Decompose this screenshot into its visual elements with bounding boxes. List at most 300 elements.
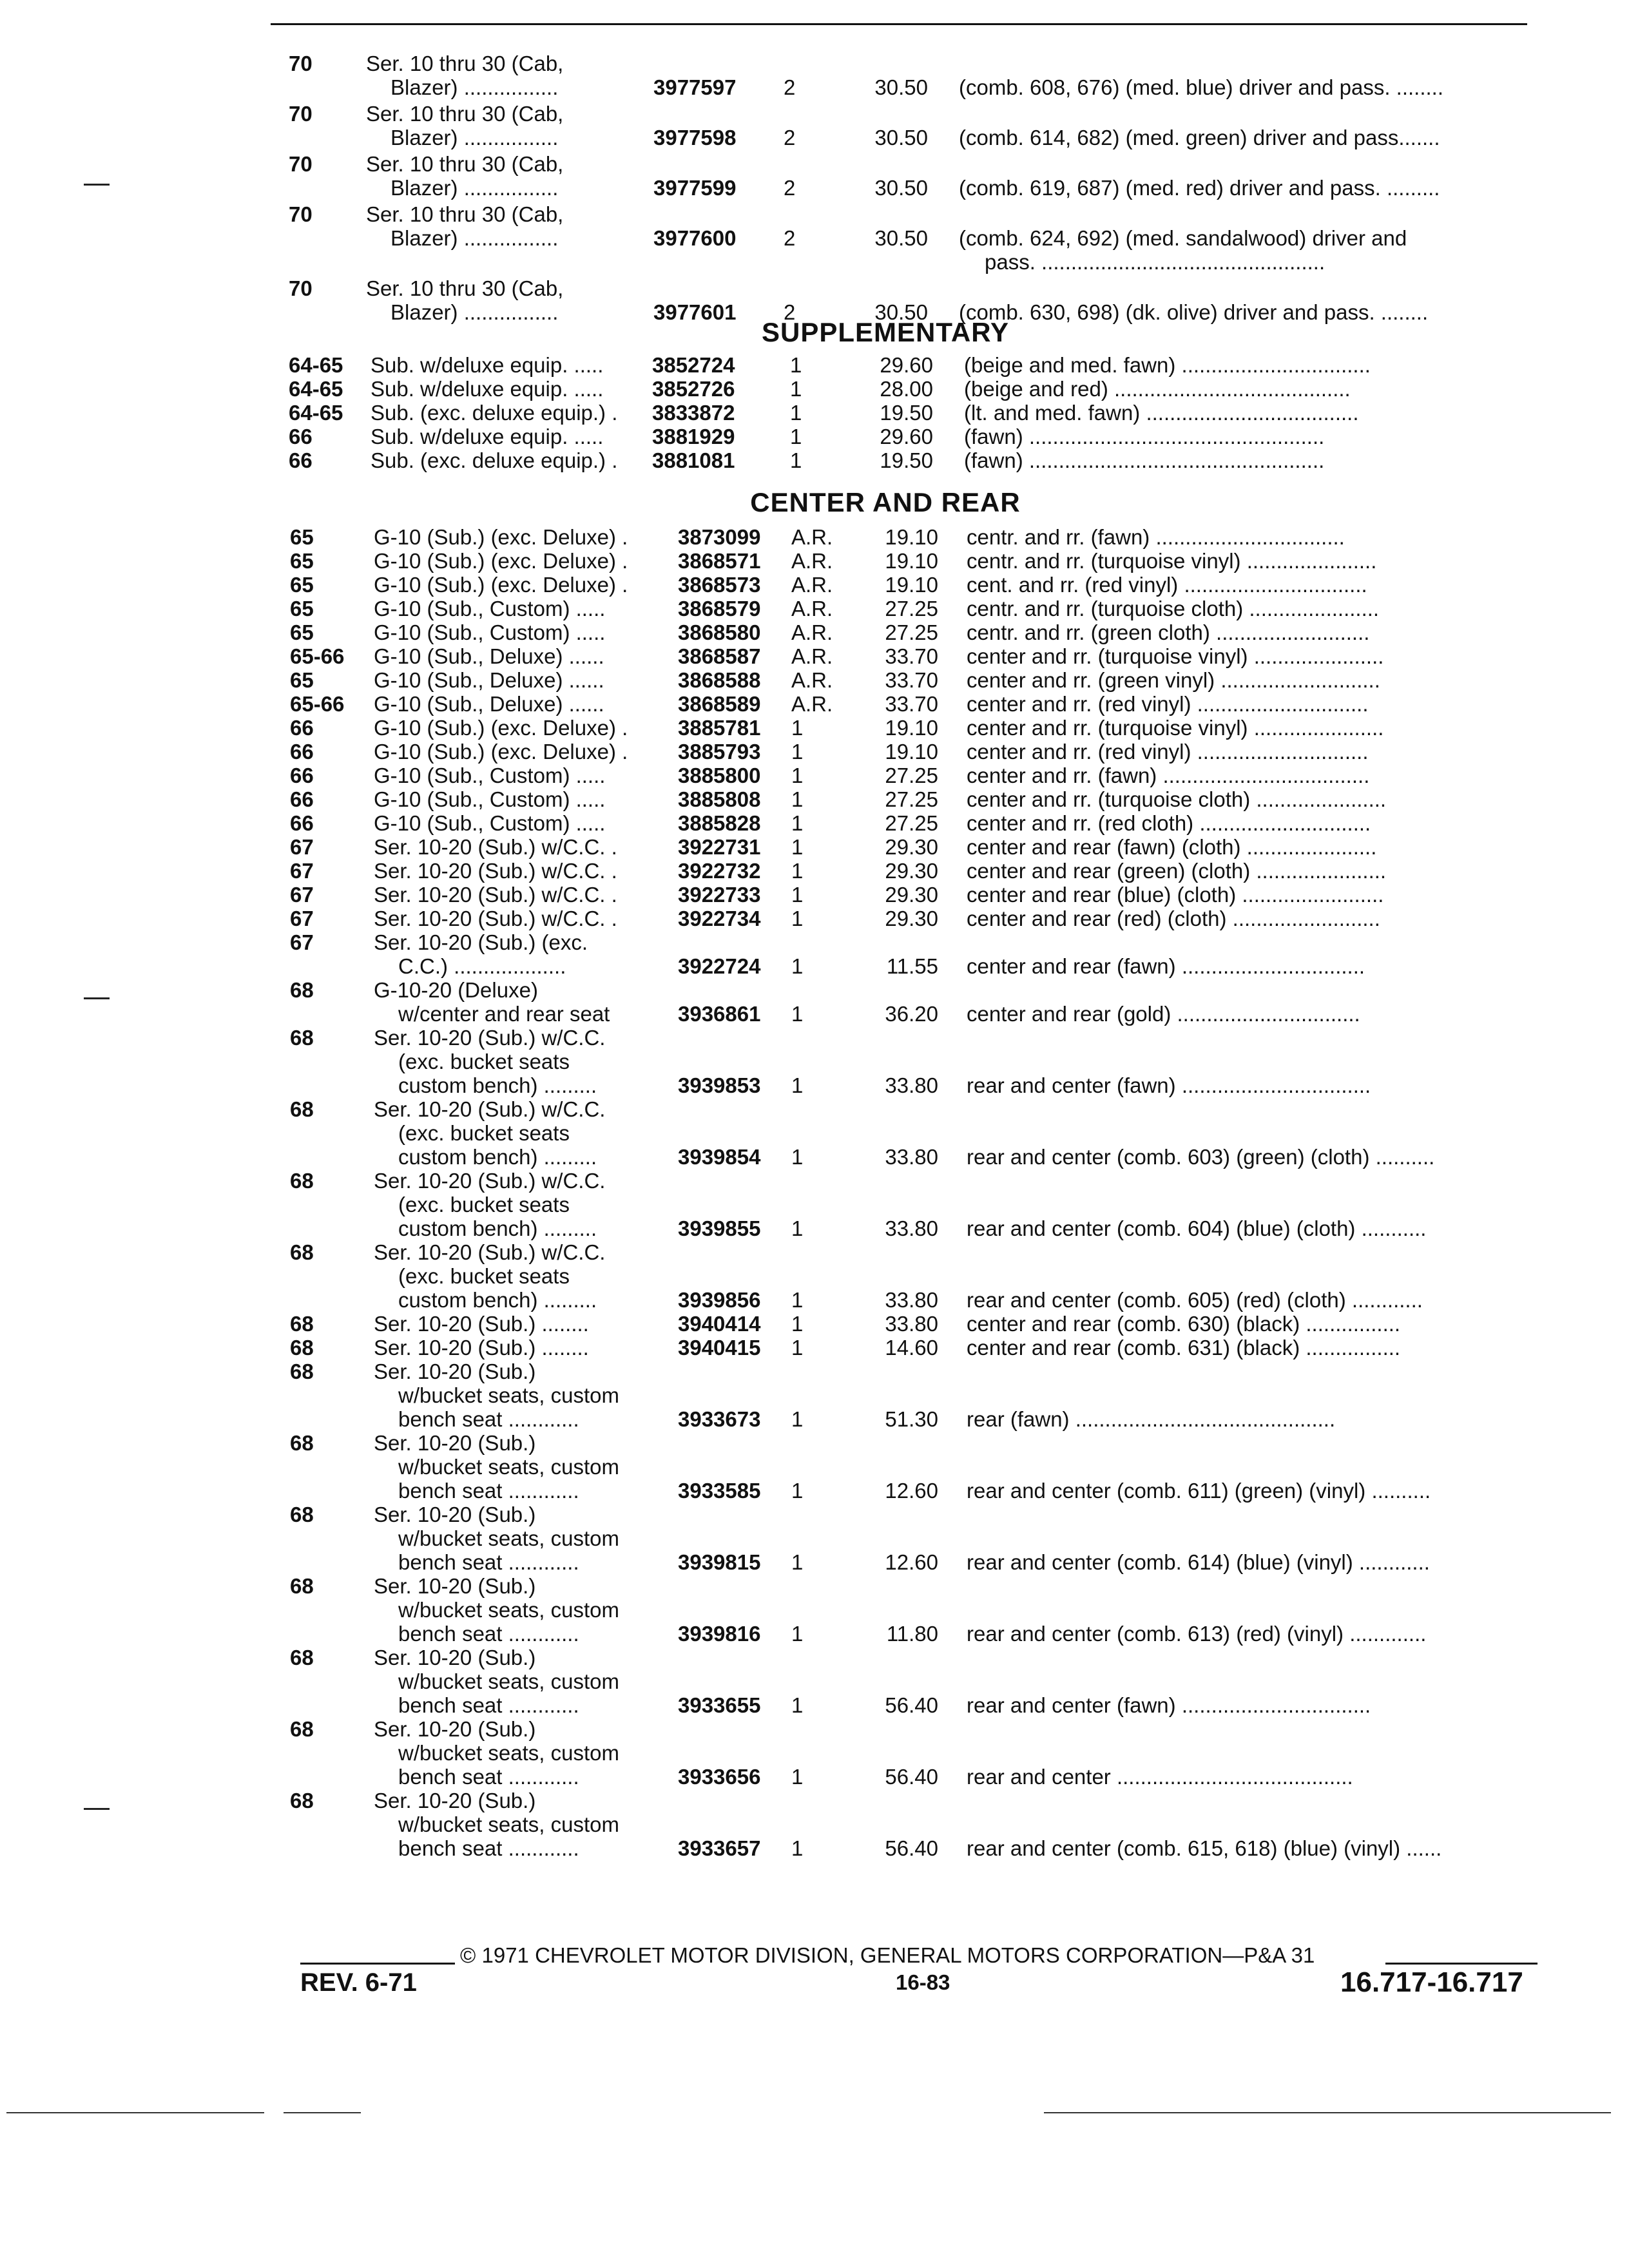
application-text: Ser. 10 thru 30 (Cab,: [366, 202, 564, 226]
part-number: 3939854: [678, 1145, 761, 1169]
part-description: (comb. 619, 687) (med. red) driver and pass. .........: [959, 176, 1440, 200]
table-row: [0, 597, 1629, 620]
table-row: [0, 692, 1629, 716]
footer-rule-right: [1385, 1963, 1537, 1965]
quantity: 2: [784, 300, 796, 324]
application-text: custom bench) .........: [398, 1288, 597, 1312]
model-year: 66: [290, 811, 314, 835]
table-row: [0, 1336, 1629, 1360]
part-number: 3922734: [678, 907, 761, 930]
quantity: 1: [791, 1407, 804, 1431]
application-text: bench seat ............: [398, 1479, 579, 1503]
table-row: [0, 52, 1629, 99]
application-text: Ser. 10-20 (Sub.) w/C.C.: [374, 1169, 606, 1193]
table-row: [0, 1312, 1629, 1336]
price: 30.50: [874, 126, 928, 149]
application-text: w/bucket seats, custom: [398, 1526, 619, 1550]
part-number: 3922724: [678, 954, 761, 978]
model-year: 67: [290, 907, 314, 930]
model-year: 64-65: [289, 353, 343, 377]
part-description: centr. and rr. (turquoise cloth) ......................: [967, 597, 1380, 620]
part-number: 3868588: [678, 668, 761, 692]
price: 19.10: [885, 740, 938, 764]
quantity: 1: [791, 811, 804, 835]
part-description: (comb. 608, 676) (med. blue) driver and pass. ........: [959, 75, 1444, 99]
price: 51.30: [885, 1407, 938, 1431]
quantity: 1: [791, 1312, 804, 1336]
table-row: [0, 1717, 1629, 1789]
table-row: [0, 716, 1629, 740]
part-description: rear and center (comb. 614) (blue) (vinyl) ............: [967, 1550, 1430, 1574]
part-description: rear and center (comb. 613) (red) (vinyl) .............: [967, 1622, 1427, 1646]
application-text: G-10 (Sub., Custom) .....: [374, 764, 606, 787]
price: 27.25: [885, 787, 938, 811]
model-year: 66: [290, 764, 314, 787]
table-row: [0, 425, 1629, 448]
quantity: 1: [791, 787, 804, 811]
quantity: A.R.: [791, 644, 833, 668]
table-row: [0, 448, 1629, 472]
part-description: centr. and rr. (fawn) ................................: [967, 525, 1345, 549]
model-year: 68: [290, 1717, 314, 1741]
top-rule: [271, 23, 1527, 25]
quantity: 1: [791, 1550, 804, 1574]
application-text: G-10 (Sub., Deluxe) ......: [374, 668, 604, 692]
table-row: [0, 644, 1629, 668]
table-row: [0, 907, 1629, 930]
table-row: [0, 811, 1629, 835]
model-year: 65-66: [290, 644, 345, 668]
model-year: 65: [290, 668, 314, 692]
model-year: 68: [290, 1336, 314, 1360]
price: 33.80: [885, 1312, 938, 1336]
price: 12.60: [885, 1479, 938, 1503]
application-text: w/center and rear seat: [398, 1002, 610, 1026]
price: 30.50: [874, 176, 928, 200]
model-year: 70: [289, 52, 313, 75]
model-year: 65: [290, 573, 314, 597]
application-text: G-10 (Sub., Custom) .....: [374, 597, 606, 620]
quantity: 1: [791, 1765, 804, 1789]
part-number: 3933657: [678, 1836, 761, 1860]
price: 19.10: [885, 716, 938, 740]
application-text: G-10 (Sub., Deluxe) ......: [374, 644, 604, 668]
quantity: 1: [791, 883, 804, 907]
price: 30.50: [874, 75, 928, 99]
quantity: A.R.: [791, 549, 833, 573]
part-number: 3977601: [653, 300, 737, 324]
quantity: 1: [790, 425, 802, 448]
quantity: 1: [791, 954, 804, 978]
part-number: 3922733: [678, 883, 761, 907]
application-text: (exc. bucket seats: [398, 1264, 570, 1288]
part-number: 3868587: [678, 644, 761, 668]
model-year: 68: [290, 1026, 314, 1050]
section-heading: SUPPLEMENTARY: [761, 317, 1010, 347]
application-text: Ser. 10-20 (Sub.) w/C.C.: [374, 1097, 606, 1121]
application-text: G-10 (Sub.) (exc. Deluxe) .: [374, 573, 628, 597]
model-year: 68: [290, 1097, 314, 1121]
application-text: Ser. 10-20 (Sub.): [374, 1717, 536, 1741]
part-number: 3868589: [678, 692, 761, 716]
application-text: (exc. bucket seats: [398, 1121, 570, 1145]
part-number: 3933673: [678, 1407, 761, 1431]
table-row: [0, 859, 1629, 883]
part-number: 3868580: [678, 620, 761, 644]
application-text: Ser. 10-20 (Sub.) w/C.C. .: [374, 859, 617, 883]
part-number: 3873099: [678, 525, 761, 549]
part-description: rear (fawn) ............................................: [967, 1407, 1336, 1431]
part-number: 3939855: [678, 1216, 761, 1240]
model-year: 70: [289, 276, 313, 300]
part-number: 3939856: [678, 1288, 761, 1312]
model-year: 70: [289, 202, 313, 226]
application-text: Ser. 10-20 (Sub.) w/C.C. .: [374, 835, 617, 859]
part-number: 3922732: [678, 859, 761, 883]
application-text: (exc. bucket seats: [398, 1050, 570, 1073]
table-row: [0, 1169, 1629, 1240]
table-row: [0, 401, 1629, 425]
price: 56.40: [885, 1693, 938, 1717]
part-description: (beige and red) ........................................: [964, 377, 1351, 401]
table-row: [0, 835, 1629, 859]
quantity: 1: [791, 1836, 804, 1860]
application-text: G-10 (Sub., Custom) .....: [374, 811, 606, 835]
part-description: cent. and rr. (red vinyl) ...............................: [967, 573, 1367, 597]
quantity: A.R.: [791, 573, 833, 597]
price: 29.30: [885, 907, 938, 930]
quantity: 1: [791, 764, 804, 787]
application-text: G-10 (Sub., Custom) .....: [374, 620, 606, 644]
part-number: 3922731: [678, 835, 761, 859]
table-row: [0, 1026, 1629, 1097]
model-year: 70: [289, 102, 313, 126]
price: 19.10: [885, 525, 938, 549]
part-description: rear and center ........................................: [967, 1765, 1353, 1789]
quantity: 1: [791, 1693, 804, 1717]
model-year: 65: [290, 549, 314, 573]
page-number: 16-83: [896, 1970, 950, 1994]
part-description: (beige and med. fawn) ................................: [964, 353, 1371, 377]
quantity: 1: [791, 1073, 804, 1097]
part-description: center and rear (red) (cloth) .........................: [967, 907, 1380, 930]
part-number: 3881929: [652, 425, 735, 448]
quantity: 1: [791, 1622, 804, 1646]
table-row: [0, 1431, 1629, 1503]
price: 12.60: [885, 1550, 938, 1574]
price: 27.25: [885, 597, 938, 620]
application-text: bench seat ............: [398, 1765, 579, 1789]
price: 19.50: [880, 448, 933, 472]
application-text: bench seat ............: [398, 1407, 579, 1431]
table-row: [0, 353, 1629, 377]
quantity: A.R.: [791, 525, 833, 549]
application-text: Ser. 10-20 (Sub.) ........: [374, 1312, 589, 1336]
price: 33.80: [885, 1145, 938, 1169]
part-number: 3885828: [678, 811, 761, 835]
application-text: G-10 (Sub.) (exc. Deluxe) .: [374, 740, 628, 764]
page-code: 16.717-16.717: [1340, 1966, 1523, 1998]
part-description: (comb. 630, 698) (dk. olive) driver and pass. ........: [959, 300, 1429, 324]
table-row: [0, 573, 1629, 597]
part-description: (fawn) ..................................................: [964, 425, 1325, 448]
table-row: [0, 152, 1629, 200]
part-number: 3940415: [678, 1336, 761, 1360]
application-text: bench seat ............: [398, 1836, 579, 1860]
table-row: [0, 525, 1629, 549]
model-year: 65: [290, 525, 314, 549]
part-description: center and rr. (green vinyl) ...........................: [967, 668, 1380, 692]
model-year: 67: [290, 859, 314, 883]
application-text: w/bucket seats, custom: [398, 1383, 619, 1407]
quantity: 1: [790, 377, 802, 401]
part-description: center and rr. (fawn) ...................................: [967, 764, 1370, 787]
model-year: 65: [290, 597, 314, 620]
part-number: 3852724: [652, 353, 735, 377]
quantity: 1: [791, 1336, 804, 1360]
part-description: (fawn) ..................................................: [964, 448, 1325, 472]
application-text: Sub. (exc. deluxe equip.) .: [371, 401, 618, 425]
application-text: w/bucket seats, custom: [398, 1598, 619, 1622]
part-description: center and rear (comb. 631) (black) ................: [967, 1336, 1401, 1360]
price: 19.10: [885, 573, 938, 597]
part-number: 3868571: [678, 549, 761, 573]
price: 36.20: [885, 1002, 938, 1026]
model-year: 68: [290, 1169, 314, 1193]
part-number: 3868579: [678, 597, 761, 620]
model-year: 65: [290, 620, 314, 644]
part-description: rear and center (comb. 604) (blue) (cloth) ...........: [967, 1216, 1427, 1240]
application-text: Ser. 10-20 (Sub.) ........: [374, 1336, 589, 1360]
part-description: rear and center (comb. 615, 618) (blue) (vinyl) ......: [967, 1836, 1442, 1860]
part-description: (comb. 624, 692) (med. sandalwood) driver and: [959, 226, 1407, 250]
quantity: 1: [791, 716, 804, 740]
part-description: center and rear (fawn) (cloth) ......................: [967, 835, 1377, 859]
part-number: 3885793: [678, 740, 761, 764]
application-text: Ser. 10 thru 30 (Cab,: [366, 52, 564, 75]
part-number: 3977600: [653, 226, 737, 250]
price: 29.60: [880, 353, 933, 377]
model-year: 68: [290, 1360, 314, 1383]
application-text: Ser. 10 thru 30 (Cab,: [366, 152, 564, 176]
table-row: [0, 764, 1629, 787]
price: 29.30: [885, 835, 938, 859]
application-text: Sub. (exc. deluxe equip.) .: [371, 448, 618, 472]
part-number: 3885800: [678, 764, 761, 787]
application-text: Blazer) ................: [390, 226, 559, 250]
application-text: Sub. w/deluxe equip. .....: [371, 377, 604, 401]
application-text: G-10 (Sub.) (exc. Deluxe) .: [374, 525, 628, 549]
table-row: [0, 930, 1629, 978]
model-year: 68: [290, 1431, 314, 1455]
model-year: 64-65: [289, 401, 343, 425]
part-description: rear and center (comb. 605) (red) (cloth) ............: [967, 1288, 1423, 1312]
application-text: Sub. w/deluxe equip. .....: [371, 425, 604, 448]
price: 33.80: [885, 1216, 938, 1240]
model-year: 68: [290, 1789, 314, 1812]
application-text: Blazer) ................: [390, 75, 559, 99]
price: 19.50: [880, 401, 933, 425]
application-text: Ser. 10-20 (Sub.) w/C.C.: [374, 1026, 606, 1050]
bottom-rule-left: [6, 2112, 264, 2113]
application-text: G-10 (Sub., Custom) .....: [374, 787, 606, 811]
part-number: 3933585: [678, 1479, 761, 1503]
table-row: [0, 1360, 1629, 1431]
quantity: 1: [790, 401, 802, 425]
application-text: Ser. 10-20 (Sub.): [374, 1503, 536, 1526]
part-number: 3939816: [678, 1622, 761, 1646]
part-number: 3881081: [652, 448, 735, 472]
price: 30.50: [874, 300, 928, 324]
table-row: [0, 1097, 1629, 1169]
application-text: bench seat ............: [398, 1622, 579, 1646]
application-text: Ser. 10-20 (Sub.): [374, 1789, 536, 1812]
quantity: 1: [791, 859, 804, 883]
application-text: bench seat ............: [398, 1550, 579, 1574]
table-row: [0, 1574, 1629, 1646]
price: 27.25: [885, 811, 938, 835]
quantity: 1: [791, 1288, 804, 1312]
price: 33.70: [885, 644, 938, 668]
table-row: [0, 202, 1629, 274]
price: 33.70: [885, 668, 938, 692]
model-year: 68: [290, 1646, 314, 1669]
model-year: 65-66: [290, 692, 345, 716]
part-description: center and rear (comb. 630) (black) ................: [967, 1312, 1401, 1336]
application-text: Sub. w/deluxe equip. .....: [371, 353, 604, 377]
part-description: rear and center (comb. 603) (green) (cloth) ..........: [967, 1145, 1435, 1169]
part-description: pass. ................................................: [985, 250, 1325, 274]
price: 29.60: [880, 425, 933, 448]
quantity: 1: [791, 740, 804, 764]
application-text: Blazer) ................: [390, 300, 559, 324]
part-number: 3885781: [678, 716, 761, 740]
part-description: rear and center (fawn) ................................: [967, 1073, 1371, 1097]
part-description: centr. and rr. (turquoise vinyl) ......................: [967, 549, 1377, 573]
part-number: 3933655: [678, 1693, 761, 1717]
part-description: center and rear (gold) ...............................: [967, 1002, 1360, 1026]
quantity: 2: [784, 126, 796, 149]
part-description: (lt. and med. fawn) ....................................: [964, 401, 1359, 425]
quantity: 1: [791, 1216, 804, 1240]
part-number: 3852726: [652, 377, 735, 401]
part-number: 3977599: [653, 176, 737, 200]
application-text: custom bench) .........: [398, 1073, 597, 1097]
price: 29.30: [885, 859, 938, 883]
table-row: [0, 620, 1629, 644]
model-year: 66: [290, 740, 314, 764]
price: 30.50: [874, 226, 928, 250]
quantity: 1: [791, 1002, 804, 1026]
application-text: G-10 (Sub.) (exc. Deluxe) .: [374, 716, 628, 740]
model-year: 66: [290, 787, 314, 811]
quantity: 1: [791, 835, 804, 859]
table-row: [0, 883, 1629, 907]
table-row: [0, 787, 1629, 811]
quantity: A.R.: [791, 692, 833, 716]
part-description: centr. and rr. (green cloth) ..........................: [967, 620, 1370, 644]
price: 27.25: [885, 764, 938, 787]
application-text: Ser. 10-20 (Sub.): [374, 1646, 536, 1669]
application-text: w/bucket seats, custom: [398, 1455, 619, 1479]
table-row: [0, 978, 1629, 1026]
part-number: 3977598: [653, 126, 737, 149]
model-year: 66: [289, 425, 313, 448]
part-number: 3885808: [678, 787, 761, 811]
bottom-rule-right: [1044, 2112, 1611, 2113]
part-description: center and rr. (turquoise vinyl) ......................: [967, 644, 1384, 668]
quantity: 1: [790, 353, 802, 377]
price: 28.00: [880, 377, 933, 401]
margin-mark: [84, 1808, 110, 1810]
price: 56.40: [885, 1765, 938, 1789]
model-year: 68: [290, 1240, 314, 1264]
application-text: Ser. 10-20 (Sub.): [374, 1574, 536, 1598]
price: 33.80: [885, 1073, 938, 1097]
application-text: Ser. 10-20 (Sub.) w/C.C.: [374, 1240, 606, 1264]
part-number: 3833872: [652, 401, 735, 425]
part-description: center and rr. (red vinyl) .............................: [967, 740, 1369, 764]
application-text: Blazer) ................: [390, 176, 559, 200]
table-row: [0, 377, 1629, 401]
application-text: w/bucket seats, custom: [398, 1812, 619, 1836]
application-text: w/bucket seats, custom: [398, 1741, 619, 1765]
table-row: [0, 549, 1629, 573]
part-number: 3936861: [678, 1002, 761, 1026]
model-year: 66: [290, 716, 314, 740]
table-row: [0, 1789, 1629, 1860]
table-row: [0, 668, 1629, 692]
price: 11.55: [886, 954, 938, 978]
model-year: 67: [290, 930, 314, 954]
table-row: [0, 1646, 1629, 1717]
part-number: 3939853: [678, 1073, 761, 1097]
quantity: 2: [784, 226, 796, 250]
quantity: 2: [784, 75, 796, 99]
price: 56.40: [885, 1836, 938, 1860]
price: 14.60: [885, 1336, 938, 1360]
model-year: 70: [289, 152, 313, 176]
quantity: A.R.: [791, 620, 833, 644]
table-row: [0, 1503, 1629, 1574]
model-year: 68: [290, 1503, 314, 1526]
application-text: Ser. 10-20 (Sub.): [374, 1360, 536, 1383]
part-number: 3933656: [678, 1765, 761, 1789]
price: 19.10: [885, 549, 938, 573]
application-text: custom bench) .........: [398, 1216, 597, 1240]
quantity: 1: [791, 1479, 804, 1503]
model-year: 67: [290, 883, 314, 907]
application-text: Ser. 10-20 (Sub.) w/C.C. .: [374, 907, 617, 930]
application-text: bench seat ............: [398, 1693, 579, 1717]
part-description: center and rear (blue) (cloth) ........................: [967, 883, 1384, 907]
application-text: (exc. bucket seats: [398, 1193, 570, 1216]
revision-label: REV. 6-71: [300, 1968, 417, 1997]
part-number: 3939815: [678, 1550, 761, 1574]
margin-mark: [84, 997, 110, 999]
application-text: Blazer) ................: [390, 126, 559, 149]
part-description: center and rr. (red vinyl) .............................: [967, 692, 1369, 716]
model-year: 68: [290, 1574, 314, 1598]
footer-rule-left: [300, 1963, 455, 1965]
quantity: 1: [790, 448, 802, 472]
table-row: [0, 102, 1629, 149]
application-text: Ser. 10-20 (Sub.): [374, 1431, 536, 1455]
part-description: center and rr. (turquoise cloth) ......................: [967, 787, 1387, 811]
price: 27.25: [885, 620, 938, 644]
part-description: center and rr. (red cloth) .............................: [967, 811, 1371, 835]
model-year: 68: [290, 978, 314, 1002]
